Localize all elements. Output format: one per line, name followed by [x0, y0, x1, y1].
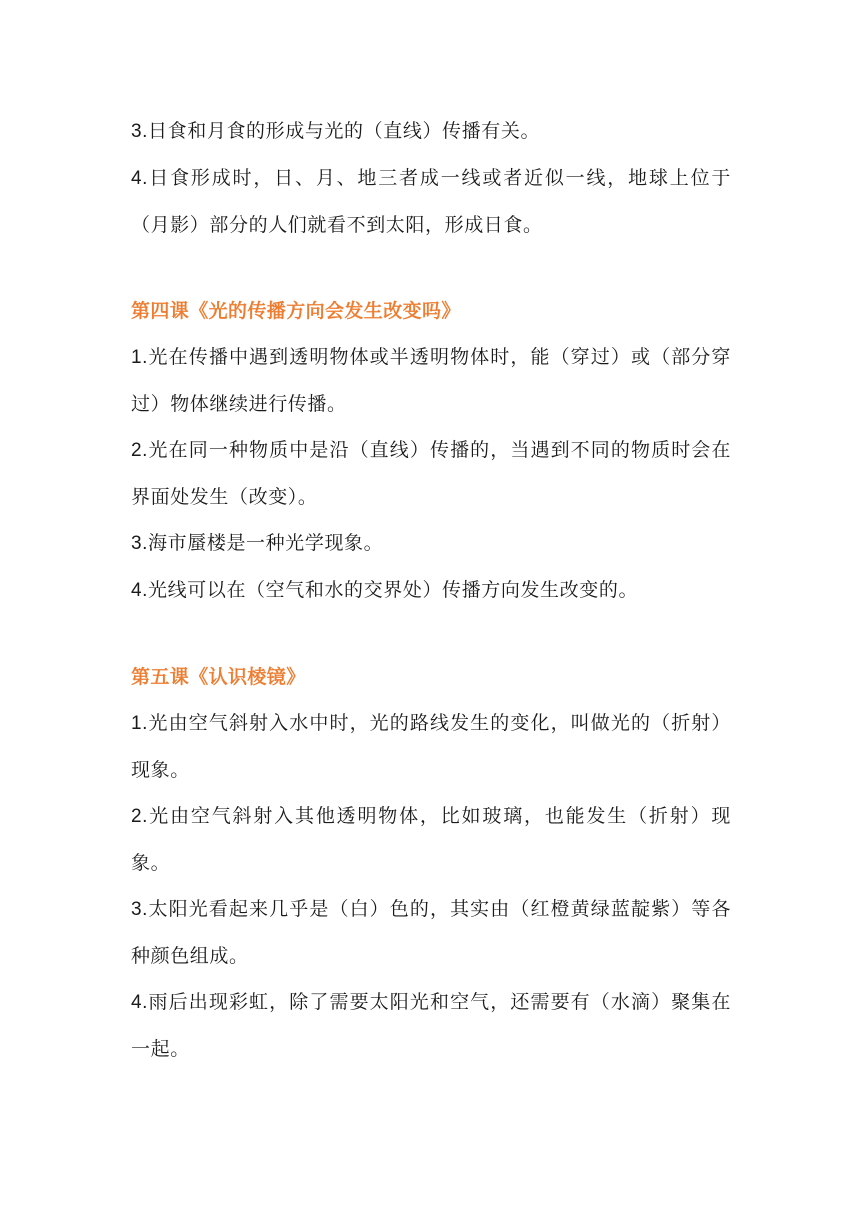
list-item — [131, 567, 731, 614]
item-number: 4. — [131, 580, 149, 601]
item-text: 海市蜃楼是一种光学现象。 — [148, 532, 384, 554]
item-number: 3. — [131, 533, 149, 554]
list-item — [131, 427, 731, 520]
section-heading: 第五课《认识棱镜》 — [131, 666, 306, 688]
section-spacer — [131, 248, 731, 288]
document-content — [131, 108, 731, 1072]
item-number: 2. — [131, 806, 149, 827]
item-text: 太阳光看起来几乎是（白）色的，其实由（红橙黄绿蓝靛紫）等各种颜色组成。 — [131, 898, 731, 967]
item-text: 日食和月食的形成与光的（直线）传播有关。 — [148, 120, 541, 142]
list-item — [131, 793, 731, 886]
item-text: 光在同一种物质中是沿（直线）传播的，当遇到不同的物质时会在界面处发生（改变）。 — [131, 439, 731, 508]
item-number: 4. — [131, 992, 149, 1013]
item-text: 光由空气斜射入其他透明物体，比如玻璃，也能发生（折射）现象。 — [131, 805, 731, 874]
list-item — [131, 886, 731, 979]
item-text: 日食形成时，日、月、地三者成一线或者近似一线，地球上位于（月影）部分的人们就看不到太阳，形成日食。 — [131, 167, 731, 236]
item-number: 1. — [131, 347, 149, 368]
section-spacer — [131, 614, 731, 654]
item-text: 光线可以在（空气和水的交界处）传播方向发生改变的。 — [148, 579, 639, 601]
item-number: 4. — [131, 168, 149, 189]
item-text: 光由空气斜射入水中时，光的路线发生的变化，叫做光的（折射）现象。 — [131, 712, 731, 781]
list-item — [131, 979, 731, 1072]
item-number: 3. — [131, 121, 149, 142]
list-item — [131, 108, 731, 155]
list-item — [131, 334, 731, 427]
item-number: 3. — [131, 899, 149, 920]
list-item — [131, 520, 731, 567]
item-text: 雨后出现彩虹，除了需要太阳光和空气，还需要有（水滴）聚集在一起。 — [131, 991, 731, 1060]
item-number: 2. — [131, 440, 149, 461]
list-item — [131, 155, 731, 248]
item-number: 1. — [131, 713, 149, 734]
section-heading: 第四课《光的传播方向会发生改变吗》 — [131, 300, 461, 322]
item-text: 光在传播中遇到透明物体或半透明物体时，能（穿过）或（部分穿过）物体继续进行传播。 — [131, 346, 731, 415]
list-item — [131, 700, 731, 793]
